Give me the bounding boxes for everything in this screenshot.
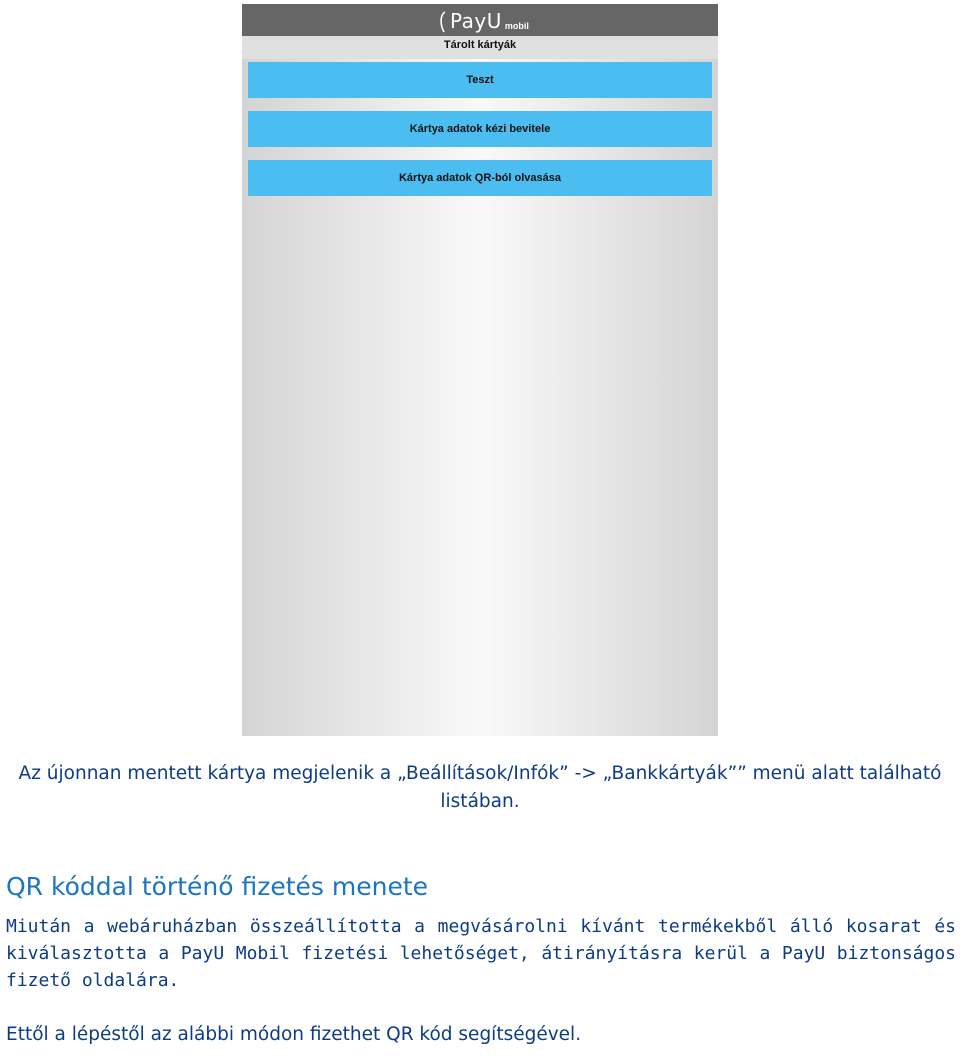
figure-caption: Az újonnan mentett kártya megjelenik a „Beállítások/Infók” -> „Bankkártyák”” menü alatt található listában. [18, 763, 942, 812]
payu-mobil-logo [438, 7, 529, 33]
screen-title: Tárolt kártyák [443, 39, 517, 51]
logo-text: PayU [450, 9, 502, 33]
app-top-bar [242, 4, 718, 36]
body-paragraph-2: Ettől a lépéstől az alábbi módon fizethet QR kód segítségével. [6, 1024, 582, 1045]
section-heading: QR kóddal történő fizetés menete [6, 872, 429, 901]
logo-subtext: mobil [504, 21, 529, 31]
payu-logo-mark-icon [438, 11, 448, 33]
qr-card-scan-button[interactable]: Kártya adatok QR-ból olvasása [248, 160, 712, 196]
manual-card-entry-button[interactable]: Kártya adatok kézi bevitele [248, 111, 712, 147]
body-paragraph: Miután a webáruházban összeállította a megvásárolni kívánt termékekből álló kosarat és kiválasztotta a PayU Mobil fizetési lehetőséget, átirányításra kerül a PayU biztonságos fizető oldalára. [6, 916, 956, 991]
test-card-button[interactable]: Teszt [248, 62, 712, 98]
phone-screenshot [242, 4, 718, 736]
screen-header [242, 36, 718, 59]
